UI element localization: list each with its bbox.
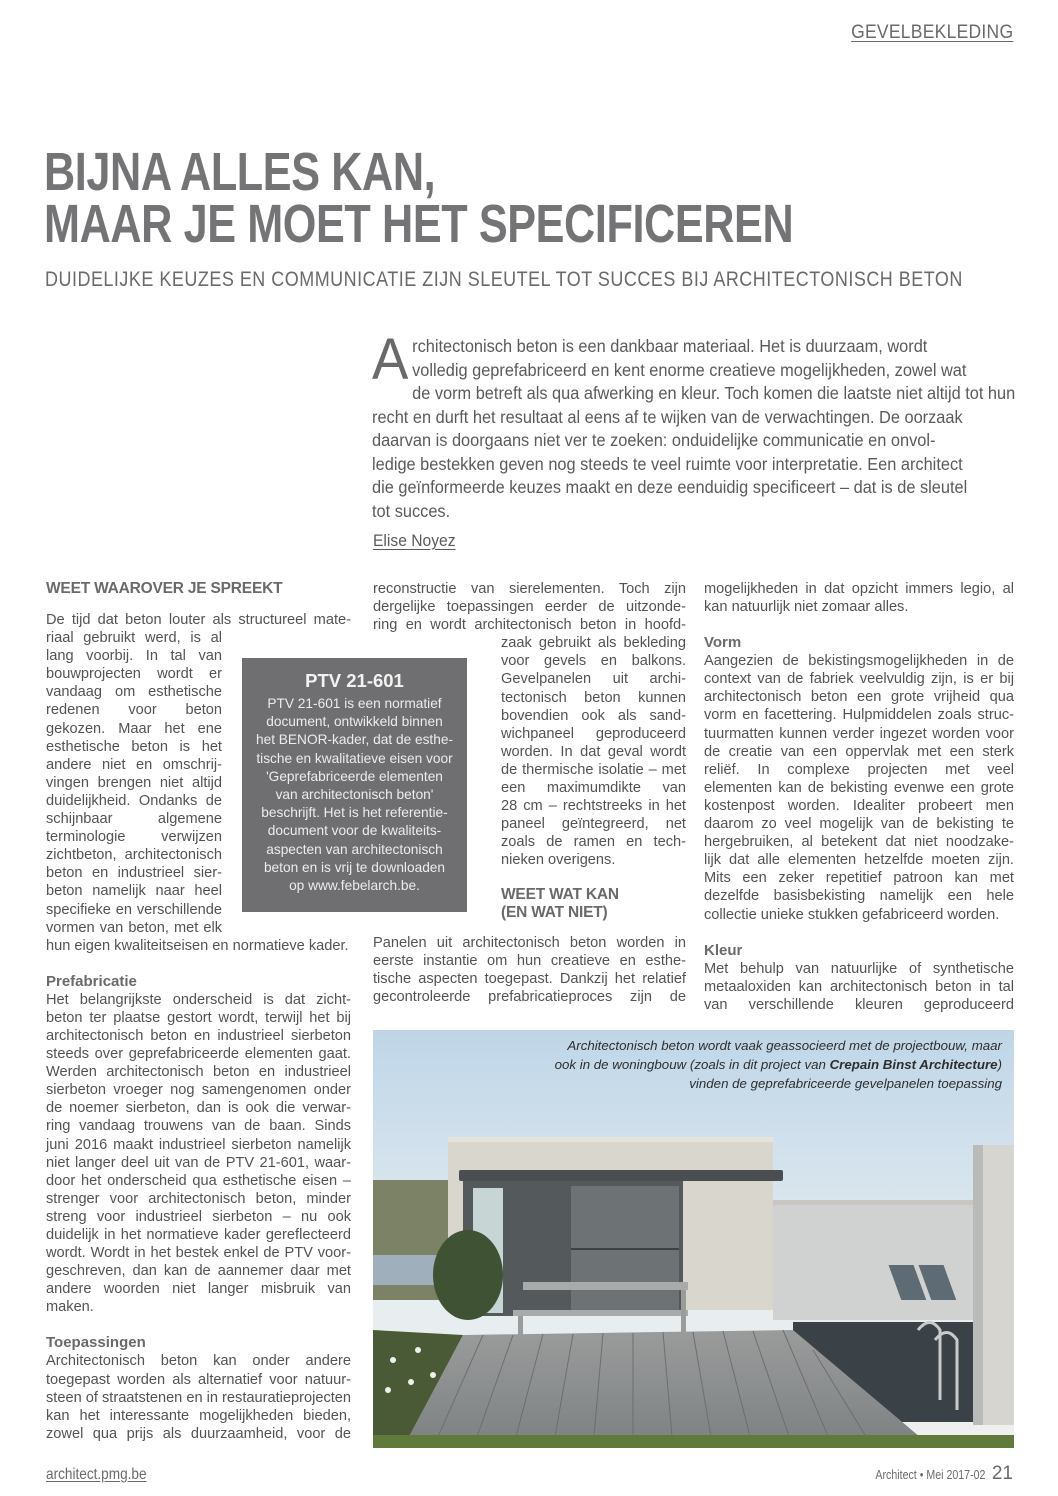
body-line: duidelijkheid. Ondanks de <box>46 792 222 809</box>
caption-line: vinden de geprefabriceerde gevelpanelen toepassing <box>689 1076 1002 1091</box>
body-line: Werden architectonisch beton en industrieel <box>46 1064 351 1081</box>
info-box-line: PTV 21-601 is een normatief <box>267 696 442 711</box>
body-line: voor gevels en balkons. <box>501 653 686 670</box>
title-line-2: MAAR JE MOET HET SPECIFICEREN <box>44 194 794 254</box>
body-line: tectonisch beton kunnen <box>501 689 686 706</box>
body-line: Gevelpanelen uit archi- <box>501 671 686 688</box>
body-line: elementen kan de bekisting evenwe een grote <box>704 779 1014 796</box>
body-line: nieken overigens. <box>501 852 616 869</box>
intro-line: de vorm betreft als qua afwerking en kleur. Toch komen die laatste niet altijd tot hun <box>412 383 1016 403</box>
website-link[interactable]: architect.pmg.be <box>46 1466 147 1483</box>
body-line: juni 2016 maakt industrieel sierbeton namelijk <box>46 1136 351 1153</box>
body-line: hergebruiken, al betekent dat niet noodzake- <box>704 834 1014 851</box>
body-line: Aangezien de bekistingsmogelijkheden in de <box>704 653 1014 670</box>
info-box-line: tische en kwalitatieve eisen voor <box>256 750 453 766</box>
info-box-line: document, ontwikkeld binnen <box>266 714 443 730</box>
info-box-line: 'Geprefabriceerde elementen <box>266 768 443 784</box>
body-line: de noemer sierbeton, dan is ook die verwar- <box>46 1100 351 1117</box>
subheading-kleur: Kleur <box>704 941 743 959</box>
body-line: geschreven, dan kan de aannemer daar met <box>46 1263 351 1280</box>
body-line: reconstructie van sierelementen. Toch zijn <box>373 581 686 597</box>
body-line: bovendien ook als sand- <box>501 707 686 724</box>
body-line: collectie unieke stukken gefabriceerd worden. <box>704 906 1000 923</box>
body-line: redenen voor beton <box>46 702 222 719</box>
body-line: zowel qua prijs als duurzaamheid, voor de <box>46 1425 351 1442</box>
body-line: 28 cm – rechtstreeks in het <box>501 798 686 815</box>
article-subtitle: DUIDELIJKE KEUZES EN COMMUNICATIE ZIJN SLEUTEL TOT SUCCES BIJ ARCHITECTONISCH BETON <box>45 268 963 291</box>
section-heading: WEET WAAROVER JE SPREEKT <box>46 580 283 597</box>
body-line: duidelijk in het normatieve kader gereflecteerd <box>46 1227 351 1243</box>
body-line: gekozen. Maar het ene <box>46 720 222 737</box>
body-line: van verschillende kleuren geproduceerd <box>704 996 1014 1013</box>
body-line: Met behulp van natuurlijke of synthetische <box>704 960 1014 977</box>
body-line: dezelfde basisbekisting namelijk een hele <box>704 888 1014 905</box>
body-line: sierbeton vroeger nog samengenomen onder <box>46 1082 351 1099</box>
body-line: Mits een zeker repetitief patroon kan met <box>704 870 1014 887</box>
body-line: metaaloxiden kan architectonisch beton in tal <box>704 978 1014 995</box>
info-box-line: aspecten van architectonisch <box>266 841 443 857</box>
body-line: strenger voor architectonisch beton, minder <box>46 1190 351 1207</box>
article-title <box>44 142 794 254</box>
body-line: andere woorden niet langer misbruik van <box>46 1281 351 1298</box>
body-line: kan het interessante mogelijkheden bieden, <box>46 1407 351 1424</box>
section-heading <box>501 886 686 922</box>
body-line: zichtbeton, architectonisch <box>46 847 222 864</box>
body-line: streng voor industrieel sierbeton – nu ook <box>46 1208 351 1225</box>
caption-line: Architectonisch beton wordt vaak geassocieerd met de projectbouw, maar <box>567 1038 1002 1053</box>
body-line: Architectonisch beton kan onder andere <box>46 1353 351 1370</box>
body-line: esthetische beton is het <box>46 738 222 755</box>
body-line: niet langer deel uit van de PTV 21-601, waar- <box>46 1154 351 1171</box>
body-line: toegepast worden als alternatief voor natuur- <box>46 1371 351 1388</box>
subheading-vorm: Vorm <box>704 634 742 652</box>
body-line: door het onderscheid qua esthetische eisen – <box>46 1172 351 1189</box>
body-line: de thermische isolatie – met <box>501 761 686 778</box>
body-line: architectonisch beton en industrieel sierbeton <box>46 1027 351 1044</box>
column-3 <box>704 580 1014 1014</box>
body-line: steeds over geprefabriceerde elementen gaat. <box>46 1046 351 1063</box>
body-line: de creatie van een oppervlak met een sterk <box>704 743 1014 760</box>
intro-line: ledige bestekken geven nog steeds te veel ruimte voor interpretatie. Een architect <box>372 453 963 474</box>
page-number: 21 <box>991 1463 1013 1484</box>
caption-text: ook in de woningbouw (zoals in dit project van <box>554 1057 830 1072</box>
author-byline[interactable]: Elise Noyez <box>373 531 456 550</box>
body-line: Panelen uit architectonisch beton worden in <box>373 934 686 951</box>
section-tag: GEVELBEKLEDING <box>850 22 1013 43</box>
body-line: worden. In dat geval wordt <box>501 743 686 760</box>
architect-credit: Crepain Binst Architecture <box>829 1057 998 1072</box>
body-line: steen of straatstenen en in restauratieprojecten <box>46 1389 352 1406</box>
body-line: beton namelijk naar heel <box>46 883 222 900</box>
body-line: maken. <box>46 1299 94 1316</box>
intro-paragraph <box>372 327 1032 523</box>
drop-cap: A <box>372 327 409 392</box>
body-line: gecontroleerde prefabricatieproces zijn de <box>373 988 686 1005</box>
body-line: Het belangrijkste onderscheid is dat zicht- <box>46 991 351 1008</box>
article-photo <box>373 1030 1014 1448</box>
body-line: vormen van beton, met elk <box>46 919 222 936</box>
intro-line: tot succes. <box>372 500 451 521</box>
body-line: tische aspecten toegepast. Dankzij het relatief <box>373 970 686 987</box>
column-2 <box>373 580 686 1006</box>
body-line: zoals de ramen en tech- <box>501 834 686 851</box>
body-line: kostenpost worden. Idealiter probeert men <box>704 797 1014 814</box>
body-line: wordt. Wordt in het bestek enkel de PTV voor- <box>46 1245 351 1262</box>
body-line: schijnbaar algemene <box>46 811 222 828</box>
page-footer <box>856 1463 1013 1485</box>
body-line: context van de fabriek veelvuldig zijn, is er bij <box>704 671 1014 688</box>
body-line: vingen brengen niet altijd <box>46 774 222 791</box>
body-line: lang voorbij. In tal van <box>46 648 222 665</box>
body-line: bouwprojecten wordt er <box>46 666 222 683</box>
subheading-toepassingen: Toepassingen <box>46 1334 146 1352</box>
heading-line: WEET WAT KAN <box>501 885 619 903</box>
body-line: riaal gebruikt werd, is al <box>46 630 222 647</box>
body-line: vandaag om esthetische <box>46 684 222 701</box>
subheading-prefabricatie: Prefabricatie <box>46 972 137 990</box>
body-line: daarom zo veel mogelijk van de bekisting te <box>704 816 1014 833</box>
wrapped-text <box>501 634 686 921</box>
body-line: een maximumdikte van <box>501 780 686 797</box>
body-line: ring vandaag trouwens van de baan. Sinds <box>46 1118 351 1135</box>
info-box-line: van architectonisch beton' <box>275 787 434 803</box>
intro-line: daarvan is doorgaans niet ver te zoeken: onduidelijke communicatie en onvol- <box>372 430 936 450</box>
photo-caption <box>555 1036 1002 1093</box>
body-line: beton en industrieel sier- <box>46 865 222 882</box>
title-line-1: BIJNA ALLES KAN, <box>44 142 436 202</box>
info-box-title: PTV 21-601 <box>305 670 404 691</box>
intro-line: volledig geprefabriceerd en kent enorme creatieve mogelijkheden, zowel wat <box>412 359 967 380</box>
body-line: vorm en facettering. Hulpmiddelen zoals struc- <box>704 707 1014 724</box>
body-line: dergelijke toepassingen eerder de uitzonde- <box>373 599 686 616</box>
body-line: tuurmatten kunnen verder ingezet worden voor <box>704 725 1014 742</box>
caption-line <box>555 1055 1002 1074</box>
intro-line: rchitectonisch beton is een dankbaar materiaal. Het is duurzaam, wordt <box>412 336 928 356</box>
body-line: eerste instantie om hun creatieve en esthe- <box>373 952 686 969</box>
body-line: De tijd dat beton louter als structureel mate- <box>46 612 351 628</box>
intro-line: die geïnformeerde keuzes maakt en deze eenduidig specificeert – dat is de sleutel <box>372 477 968 497</box>
info-box-line: het BENOR-kader, dat de esthe- <box>255 732 454 748</box>
info-box-line: document voor de kwaliteits- <box>267 823 442 839</box>
body-line: ring en wordt architectonisch beton in hoofd- <box>373 617 686 634</box>
info-box-line: op www.febelarch.be. <box>289 878 420 894</box>
body-line: architectonisch beton een grote vrijheid qua <box>704 689 1014 706</box>
body-line: kan natuurlijk niet zomaar alles. <box>704 599 909 616</box>
body-line: andere niet en omschrij- <box>46 756 222 773</box>
info-box-line: beton en is vrij te downloaden <box>263 859 446 875</box>
body-line: mogelijkheden in dat opzicht immers legio, al <box>704 581 1014 597</box>
wrapped-text <box>46 629 222 937</box>
body-line: specifieke en verschillende <box>46 901 222 918</box>
body-line: terminologie verwijzen <box>46 829 222 846</box>
issue-label: Architect • Mei 2017-02 <box>875 1468 986 1482</box>
body-line: beton ter plaatse gestort wordt, terwijl het bij <box>46 1009 351 1026</box>
body-line: zaak gebruikt als bekleding <box>501 635 686 652</box>
caption-text: ) <box>997 1057 1002 1072</box>
heading-line: (EN WAT NIET) <box>501 903 608 921</box>
body-line: wichpaneel geproduceerd <box>501 725 686 742</box>
body-line: hun eigen kwaliteitseisen en normatieve kader. <box>46 937 349 954</box>
intro-line: recht en durft het resultaat al eens af te wijken van de verwachtingen. De oorzaak <box>372 406 963 427</box>
info-box-line: beschrijft. Het is het referentie- <box>261 805 448 821</box>
body-line: reliëf. In complexe projecten met veel <box>704 761 1014 778</box>
body-line: lijk dat alle elementen hetzelfde moeten zijn. <box>704 852 1014 869</box>
body-line: paneel geïntegreerd, net <box>501 816 686 833</box>
